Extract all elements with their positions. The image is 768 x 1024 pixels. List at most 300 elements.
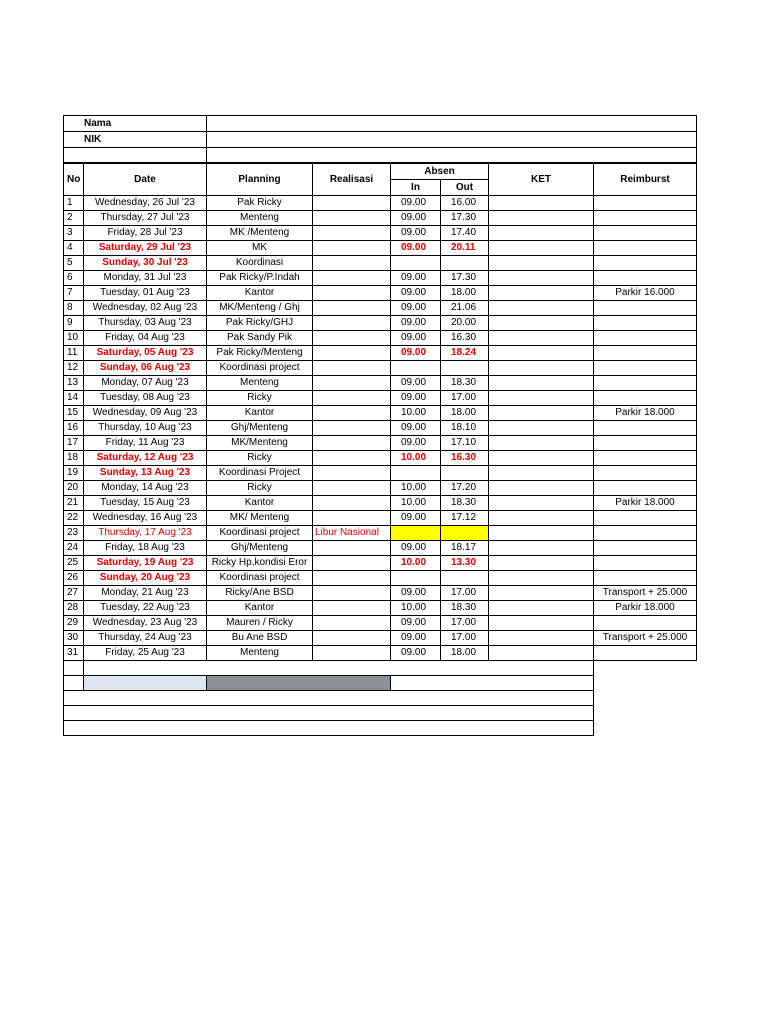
cell-ket[interactable] <box>489 526 594 541</box>
cell-realisasi[interactable] <box>313 601 391 616</box>
cell-realisasi[interactable] <box>313 271 391 286</box>
cell-ket[interactable] <box>489 586 594 601</box>
cell-planning[interactable]: Ricky Hp,kondisi Eror <box>207 556 313 571</box>
cell-ket[interactable] <box>489 346 594 361</box>
cell-reimburst[interactable] <box>594 466 697 481</box>
cell-no[interactable]: 28 <box>64 601 84 616</box>
cell-date[interactable]: Sunday, 13 Aug '23 <box>84 466 207 481</box>
cell-reimburst[interactable]: Transport + 25.000 <box>594 631 697 646</box>
cell-realisasi[interactable] <box>313 226 391 241</box>
column-header-row <box>64 163 697 180</box>
cell-out[interactable]: 21.06 <box>441 301 489 316</box>
cell-in[interactable] <box>391 571 441 586</box>
cell-date[interactable]: Wednesday, 16 Aug '23 <box>84 511 207 526</box>
cell-no[interactable]: 20 <box>64 481 84 496</box>
cell-in[interactable]: 09.00 <box>391 301 441 316</box>
cell-in[interactable]: 09.00 <box>391 211 441 226</box>
table-row <box>64 226 697 241</box>
cell-date[interactable]: Friday, 04 Aug '23 <box>84 331 207 346</box>
cell-realisasi[interactable] <box>313 406 391 421</box>
table-row <box>64 631 697 646</box>
cell-ket[interactable] <box>489 466 594 481</box>
col-realisasi: Realisasi <box>313 163 391 196</box>
cell-reimburst[interactable] <box>594 541 697 556</box>
cell-realisasi[interactable] <box>313 421 391 436</box>
col-absen: Absen <box>391 163 489 180</box>
cell-out[interactable]: 16.30 <box>441 451 489 466</box>
cell-date[interactable]: Tuesday, 01 Aug '23 <box>84 286 207 301</box>
table-row <box>64 406 697 421</box>
cell-out[interactable]: 17.00 <box>441 391 489 406</box>
nik-row <box>64 132 697 148</box>
cell-realisasi[interactable] <box>313 391 391 406</box>
cell-in[interactable]: 09.00 <box>391 226 441 241</box>
table-row <box>64 391 697 406</box>
cell-date[interactable]: Wednesday, 09 Aug '23 <box>84 406 207 421</box>
cell-realisasi[interactable] <box>313 541 391 556</box>
cell-realisasi[interactable] <box>313 301 391 316</box>
cell-ket[interactable] <box>489 256 594 271</box>
cell-date[interactable]: Saturday, 05 Aug '23 <box>84 346 207 361</box>
cell-out[interactable]: 18.30 <box>441 601 489 616</box>
cell-in[interactable]: 09.00 <box>391 391 441 406</box>
cell-in[interactable]: 09.00 <box>391 541 441 556</box>
table-row <box>64 436 697 451</box>
col-no: No <box>64 163 84 196</box>
cell-reimburst[interactable]: Transport + 25.000 <box>594 586 697 601</box>
cell-no[interactable]: 21 <box>64 496 84 511</box>
cell-ket[interactable] <box>489 241 594 256</box>
cell-date[interactable]: Thursday, 17 Aug '23 <box>84 526 207 541</box>
cell-reimburst[interactable] <box>594 436 697 451</box>
cell-reimburst[interactable] <box>594 571 697 586</box>
cell-planning[interactable]: MK/Menteng <box>207 436 313 451</box>
cell-no[interactable]: 13 <box>64 376 84 391</box>
cell-ket[interactable] <box>489 316 594 331</box>
cell-date[interactable]: Sunday, 30 Jul '23 <box>84 256 207 271</box>
timesheet <box>63 115 697 736</box>
cell-ket[interactable] <box>489 361 594 376</box>
cell-out[interactable]: 17.00 <box>441 616 489 631</box>
cell-reimburst[interactable]: Parkir 18.000 <box>594 406 697 421</box>
nik-value-cell[interactable] <box>207 132 697 148</box>
cell-ket[interactable] <box>489 196 594 211</box>
cell-no[interactable]: 14 <box>64 391 84 406</box>
col-in: In <box>391 180 441 196</box>
cell-date[interactable]: Tuesday, 22 Aug '23 <box>84 601 207 616</box>
cell-out[interactable]: 17.00 <box>441 631 489 646</box>
cell-date[interactable]: Sunday, 20 Aug '23 <box>84 571 207 586</box>
cell-out[interactable]: 13.30 <box>441 556 489 571</box>
footer-cell[interactable] <box>64 691 594 706</box>
table-row <box>64 466 697 481</box>
cell-realisasi[interactable] <box>313 256 391 271</box>
cell-date[interactable]: Thursday, 27 Jul '23 <box>84 211 207 226</box>
cell-realisasi[interactable] <box>313 346 391 361</box>
table-row <box>64 211 697 226</box>
cell-in[interactable]: 09.00 <box>391 511 441 526</box>
cell-in[interactable] <box>391 361 441 376</box>
cell-no[interactable]: 3 <box>64 226 84 241</box>
cell-out[interactable]: 17.10 <box>441 436 489 451</box>
cell-planning[interactable]: Menteng <box>207 211 313 226</box>
cell-no[interactable]: 24 <box>64 541 84 556</box>
cell-no[interactable]: 11 <box>64 346 84 361</box>
cell-planning[interactable]: Ghj/Menteng <box>207 421 313 436</box>
cell-ket[interactable] <box>489 481 594 496</box>
cell-planning[interactable]: Menteng <box>207 376 313 391</box>
cell-date[interactable]: Tuesday, 08 Aug '23 <box>84 391 207 406</box>
cell-ket[interactable] <box>489 421 594 436</box>
cell-in[interactable]: 09.00 <box>391 286 441 301</box>
cell-reimburst[interactable] <box>594 421 697 436</box>
cell-planning[interactable]: Bu Ane BSD <box>207 631 313 646</box>
cell-planning[interactable]: Ricky/Ane BSD <box>207 586 313 601</box>
cell-no[interactable]: 7 <box>64 286 84 301</box>
cell-realisasi[interactable] <box>313 376 391 391</box>
col-ket: KET <box>489 163 594 196</box>
cell-out[interactable]: 18.30 <box>441 496 489 511</box>
cell-in[interactable]: 09.00 <box>391 241 441 256</box>
cell-in[interactable]: 09.00 <box>391 436 441 451</box>
cell-date[interactable]: Friday, 11 Aug '23 <box>84 436 207 451</box>
cell-out[interactable]: 18.00 <box>441 406 489 421</box>
cell-date[interactable]: Monday, 07 Aug '23 <box>84 376 207 391</box>
cell-reimburst[interactable] <box>594 196 697 211</box>
cell-realisasi[interactable] <box>313 556 391 571</box>
cell-no[interactable]: 2 <box>64 211 84 226</box>
cell-reimburst[interactable]: Parkir 16.000 <box>594 286 697 301</box>
cell-in[interactable]: 09.00 <box>391 376 441 391</box>
cell-planning[interactable]: Ghj/Menteng <box>207 541 313 556</box>
cell-reimburst[interactable] <box>594 481 697 496</box>
cell-planning[interactable]: Ricky <box>207 481 313 496</box>
cell-reimburst[interactable] <box>594 556 697 571</box>
cell-reimburst[interactable] <box>594 331 697 346</box>
cell-date[interactable]: Wednesday, 23 Aug '23 <box>84 616 207 631</box>
cell-out[interactable]: 17.30 <box>441 271 489 286</box>
cell-in[interactable]: 10.00 <box>391 481 441 496</box>
cell-no[interactable]: 10 <box>64 331 84 346</box>
cell-ket[interactable] <box>489 556 594 571</box>
footer-grey-cell[interactable] <box>207 676 391 691</box>
cell-realisasi[interactable] <box>313 511 391 526</box>
cell-ket[interactable] <box>489 406 594 421</box>
cell-no[interactable]: 29 <box>64 616 84 631</box>
footer-cell[interactable] <box>64 661 84 676</box>
spacer-cell <box>207 148 697 164</box>
cell-date[interactable]: Monday, 21 Aug '23 <box>84 586 207 601</box>
cell-realisasi[interactable] <box>313 616 391 631</box>
cell-planning[interactable]: Kantor <box>207 406 313 421</box>
cell-no[interactable]: 1 <box>64 196 84 211</box>
cell-out[interactable] <box>441 526 489 541</box>
cell-out[interactable]: 16.00 <box>441 196 489 211</box>
table-row <box>64 421 697 436</box>
footer-cell[interactable] <box>64 706 594 721</box>
footer-row <box>64 691 697 706</box>
cell-out[interactable]: 18.17 <box>441 541 489 556</box>
cell-no[interactable]: 31 <box>64 646 84 661</box>
cell-no[interactable]: 15 <box>64 406 84 421</box>
cell-in[interactable]: 10.00 <box>391 406 441 421</box>
table-row <box>64 571 697 586</box>
table-row <box>64 271 697 286</box>
cell-in[interactable]: 10.00 <box>391 556 441 571</box>
cell-no[interactable]: 4 <box>64 241 84 256</box>
cell-planning[interactable]: MK <box>207 241 313 256</box>
cell-planning[interactable]: MK/ Menteng <box>207 511 313 526</box>
cell-in[interactable]: 09.00 <box>391 196 441 211</box>
cell-planning[interactable]: Kantor <box>207 601 313 616</box>
cell-reimburst[interactable] <box>594 211 697 226</box>
cell-planning[interactable]: Ricky <box>207 391 313 406</box>
cell-realisasi[interactable] <box>313 496 391 511</box>
cell-date[interactable]: Friday, 28 Jul '23 <box>84 226 207 241</box>
cell-in[interactable] <box>391 526 441 541</box>
cell-realisasi[interactable] <box>313 466 391 481</box>
cell-planning[interactable]: MK/Menteng / Ghj <box>207 301 313 316</box>
nama-label: Nama <box>64 116 207 132</box>
cell-ket[interactable] <box>489 451 594 466</box>
cell-ket[interactable] <box>489 646 594 661</box>
cell-date[interactable]: Friday, 18 Aug '23 <box>84 541 207 556</box>
cell-ket[interactable] <box>489 391 594 406</box>
cell-date[interactable]: Wednesday, 02 Aug '23 <box>84 301 207 316</box>
cell-date[interactable]: Saturday, 19 Aug '23 <box>84 556 207 571</box>
cell-no[interactable]: 26 <box>64 571 84 586</box>
cell-ket[interactable] <box>489 601 594 616</box>
cell-no[interactable]: 16 <box>64 421 84 436</box>
cell-realisasi[interactable] <box>313 481 391 496</box>
cell-reimburst[interactable] <box>594 256 697 271</box>
footer-cell[interactable] <box>391 676 594 691</box>
cell-in[interactable]: 09.00 <box>391 631 441 646</box>
footer-light-cell[interactable] <box>84 676 207 691</box>
cell-planning[interactable]: Koordinasi project <box>207 526 313 541</box>
cell-out[interactable] <box>441 571 489 586</box>
cell-out[interactable]: 17.40 <box>441 226 489 241</box>
cell-reimburst[interactable] <box>594 346 697 361</box>
cell-out[interactable]: 20.11 <box>441 241 489 256</box>
cell-reimburst[interactable] <box>594 301 697 316</box>
cell-date[interactable]: Monday, 31 Jul '23 <box>84 271 207 286</box>
cell-in[interactable]: 10.00 <box>391 496 441 511</box>
cell-planning[interactable]: Kantor <box>207 496 313 511</box>
cell-realisasi[interactable] <box>313 211 391 226</box>
cell-reimburst[interactable] <box>594 226 697 241</box>
cell-out[interactable]: 17.20 <box>441 481 489 496</box>
cell-ket[interactable] <box>489 226 594 241</box>
cell-reimburst[interactable] <box>594 376 697 391</box>
cell-ket[interactable] <box>489 436 594 451</box>
cell-realisasi[interactable] <box>313 241 391 256</box>
cell-no[interactable]: 18 <box>64 451 84 466</box>
cell-realisasi[interactable] <box>313 196 391 211</box>
cell-ket[interactable] <box>489 571 594 586</box>
cell-out[interactable]: 17.12 <box>441 511 489 526</box>
cell-realisasi[interactable] <box>313 286 391 301</box>
cell-planning[interactable]: Pak Sandy Pik <box>207 331 313 346</box>
nik-label: NIK <box>64 132 207 148</box>
cell-reimburst[interactable] <box>594 616 697 631</box>
cell-in[interactable]: 09.00 <box>391 331 441 346</box>
cell-date[interactable]: Saturday, 29 Jul '23 <box>84 241 207 256</box>
cell-reimburst[interactable] <box>594 511 697 526</box>
cell-ket[interactable] <box>489 631 594 646</box>
cell-realisasi[interactable] <box>313 571 391 586</box>
cell-out[interactable]: 18.00 <box>441 286 489 301</box>
cell-no[interactable]: 8 <box>64 301 84 316</box>
cell-planning[interactable]: Koordinasi project <box>207 361 313 376</box>
cell-no[interactable]: 17 <box>64 436 84 451</box>
cell-date[interactable]: Tuesday, 15 Aug '23 <box>84 496 207 511</box>
cell-planning[interactable]: Pak Ricky/P.Indah <box>207 271 313 286</box>
cell-planning[interactable]: Pak Ricky <box>207 196 313 211</box>
cell-realisasi[interactable] <box>313 631 391 646</box>
attendance-rows <box>64 196 697 661</box>
table-row <box>64 646 697 661</box>
table-row <box>64 451 697 466</box>
cell-out[interactable]: 18.00 <box>441 646 489 661</box>
table-row <box>64 286 697 301</box>
table-row <box>64 331 697 346</box>
cell-out[interactable]: 16.30 <box>441 331 489 346</box>
cell-date[interactable]: Monday, 14 Aug '23 <box>84 481 207 496</box>
cell-in[interactable]: 09.00 <box>391 646 441 661</box>
cell-in[interactable]: 10.00 <box>391 451 441 466</box>
cell-in[interactable]: 09.00 <box>391 316 441 331</box>
cell-no[interactable]: 9 <box>64 316 84 331</box>
cell-in[interactable]: 09.00 <box>391 616 441 631</box>
cell-out[interactable]: 18.24 <box>441 346 489 361</box>
cell-reimburst[interactable] <box>594 271 697 286</box>
cell-date[interactable]: Thursday, 10 Aug '23 <box>84 421 207 436</box>
table-row <box>64 346 697 361</box>
table-row <box>64 526 697 541</box>
cell-planning[interactable]: Koordinasi <box>207 256 313 271</box>
footer-empty <box>594 676 697 691</box>
cell-reimburst[interactable] <box>594 451 697 466</box>
col-date: Date <box>84 163 207 196</box>
spacer-row <box>64 148 697 164</box>
table-row <box>64 496 697 511</box>
spacer-cell <box>64 148 207 164</box>
cell-realisasi[interactable] <box>313 331 391 346</box>
cell-out[interactable]: 18.30 <box>441 376 489 391</box>
table-row <box>64 361 697 376</box>
cell-reimburst[interactable] <box>594 316 697 331</box>
cell-reimburst[interactable] <box>594 646 697 661</box>
cell-ket[interactable] <box>489 541 594 556</box>
footer-cell[interactable] <box>64 721 594 736</box>
cell-planning[interactable]: Koordinasi project <box>207 571 313 586</box>
cell-reimburst[interactable] <box>594 361 697 376</box>
cell-out[interactable]: 17.30 <box>441 211 489 226</box>
cell-planning[interactable]: Pak Ricky/GHJ <box>207 316 313 331</box>
cell-realisasi[interactable] <box>313 361 391 376</box>
cell-no[interactable]: 5 <box>64 256 84 271</box>
cell-ket[interactable] <box>489 616 594 631</box>
cell-out[interactable]: 17.00 <box>441 586 489 601</box>
cell-no[interactable]: 23 <box>64 526 84 541</box>
cell-ket[interactable] <box>489 286 594 301</box>
cell-no[interactable]: 30 <box>64 631 84 646</box>
cell-out[interactable] <box>441 256 489 271</box>
col-out: Out <box>441 180 489 196</box>
cell-planning[interactable]: MK /Menteng <box>207 226 313 241</box>
cell-out[interactable]: 20.00 <box>441 316 489 331</box>
cell-date[interactable]: Saturday, 12 Aug '23 <box>84 451 207 466</box>
cell-reimburst[interactable] <box>594 391 697 406</box>
cell-planning[interactable]: Mauren / Ricky <box>207 616 313 631</box>
cell-no[interactable]: 6 <box>64 271 84 286</box>
cell-planning[interactable]: Menteng <box>207 646 313 661</box>
cell-reimburst[interactable] <box>594 241 697 256</box>
cell-no[interactable]: 19 <box>64 466 84 481</box>
cell-no[interactable]: 25 <box>64 556 84 571</box>
cell-reimburst[interactable]: Parkir 18.000 <box>594 496 697 511</box>
cell-date[interactable]: Thursday, 03 Aug '23 <box>84 316 207 331</box>
cell-realisasi[interactable] <box>313 436 391 451</box>
cell-realisasi[interactable] <box>313 646 391 661</box>
cell-out[interactable] <box>441 361 489 376</box>
cell-date[interactable]: Wednesday, 26 Jul '23 <box>84 196 207 211</box>
cell-planning[interactable]: Pak Ricky/Menteng <box>207 346 313 361</box>
cell-date[interactable]: Friday, 25 Aug '23 <box>84 646 207 661</box>
nama-row <box>64 116 697 132</box>
cell-ket[interactable] <box>489 301 594 316</box>
cell-planning[interactable]: Ricky <box>207 451 313 466</box>
cell-ket[interactable] <box>489 271 594 286</box>
cell-in[interactable]: 10.00 <box>391 601 441 616</box>
col-planning: Planning <box>207 163 313 196</box>
cell-out[interactable] <box>441 466 489 481</box>
cell-date[interactable]: Thursday, 24 Aug '23 <box>84 631 207 646</box>
cell-date[interactable]: Sunday, 06 Aug '23 <box>84 361 207 376</box>
cell-ket[interactable] <box>489 211 594 226</box>
footer-cell[interactable] <box>84 661 594 676</box>
footer-empty <box>594 661 697 676</box>
cell-realisasi[interactable] <box>313 586 391 601</box>
cell-in[interactable]: 09.00 <box>391 271 441 286</box>
cell-ket[interactable] <box>489 331 594 346</box>
cell-in[interactable]: 09.00 <box>391 586 441 601</box>
nama-value-cell[interactable] <box>207 116 697 132</box>
cell-in[interactable]: 09.00 <box>391 346 441 361</box>
cell-ket[interactable] <box>489 511 594 526</box>
cell-reimburst[interactable]: Parkir 18.000 <box>594 601 697 616</box>
cell-in[interactable] <box>391 256 441 271</box>
cell-ket[interactable] <box>489 496 594 511</box>
cell-realisasi[interactable] <box>313 451 391 466</box>
table-row <box>64 376 697 391</box>
cell-realisasi[interactable]: Libur Nasional <box>313 526 391 541</box>
cell-in[interactable]: 09.00 <box>391 421 441 436</box>
cell-planning[interactable]: Kantor <box>207 286 313 301</box>
cell-ket[interactable] <box>489 376 594 391</box>
footer-cell <box>64 676 84 691</box>
cell-reimburst[interactable] <box>594 526 697 541</box>
cell-realisasi[interactable] <box>313 316 391 331</box>
cell-planning[interactable]: Koordinasi Project <box>207 466 313 481</box>
cell-no[interactable]: 22 <box>64 511 84 526</box>
cell-in[interactable] <box>391 466 441 481</box>
cell-no[interactable]: 12 <box>64 361 84 376</box>
table-row <box>64 586 697 601</box>
cell-out[interactable]: 18.10 <box>441 421 489 436</box>
cell-no[interactable]: 27 <box>64 586 84 601</box>
